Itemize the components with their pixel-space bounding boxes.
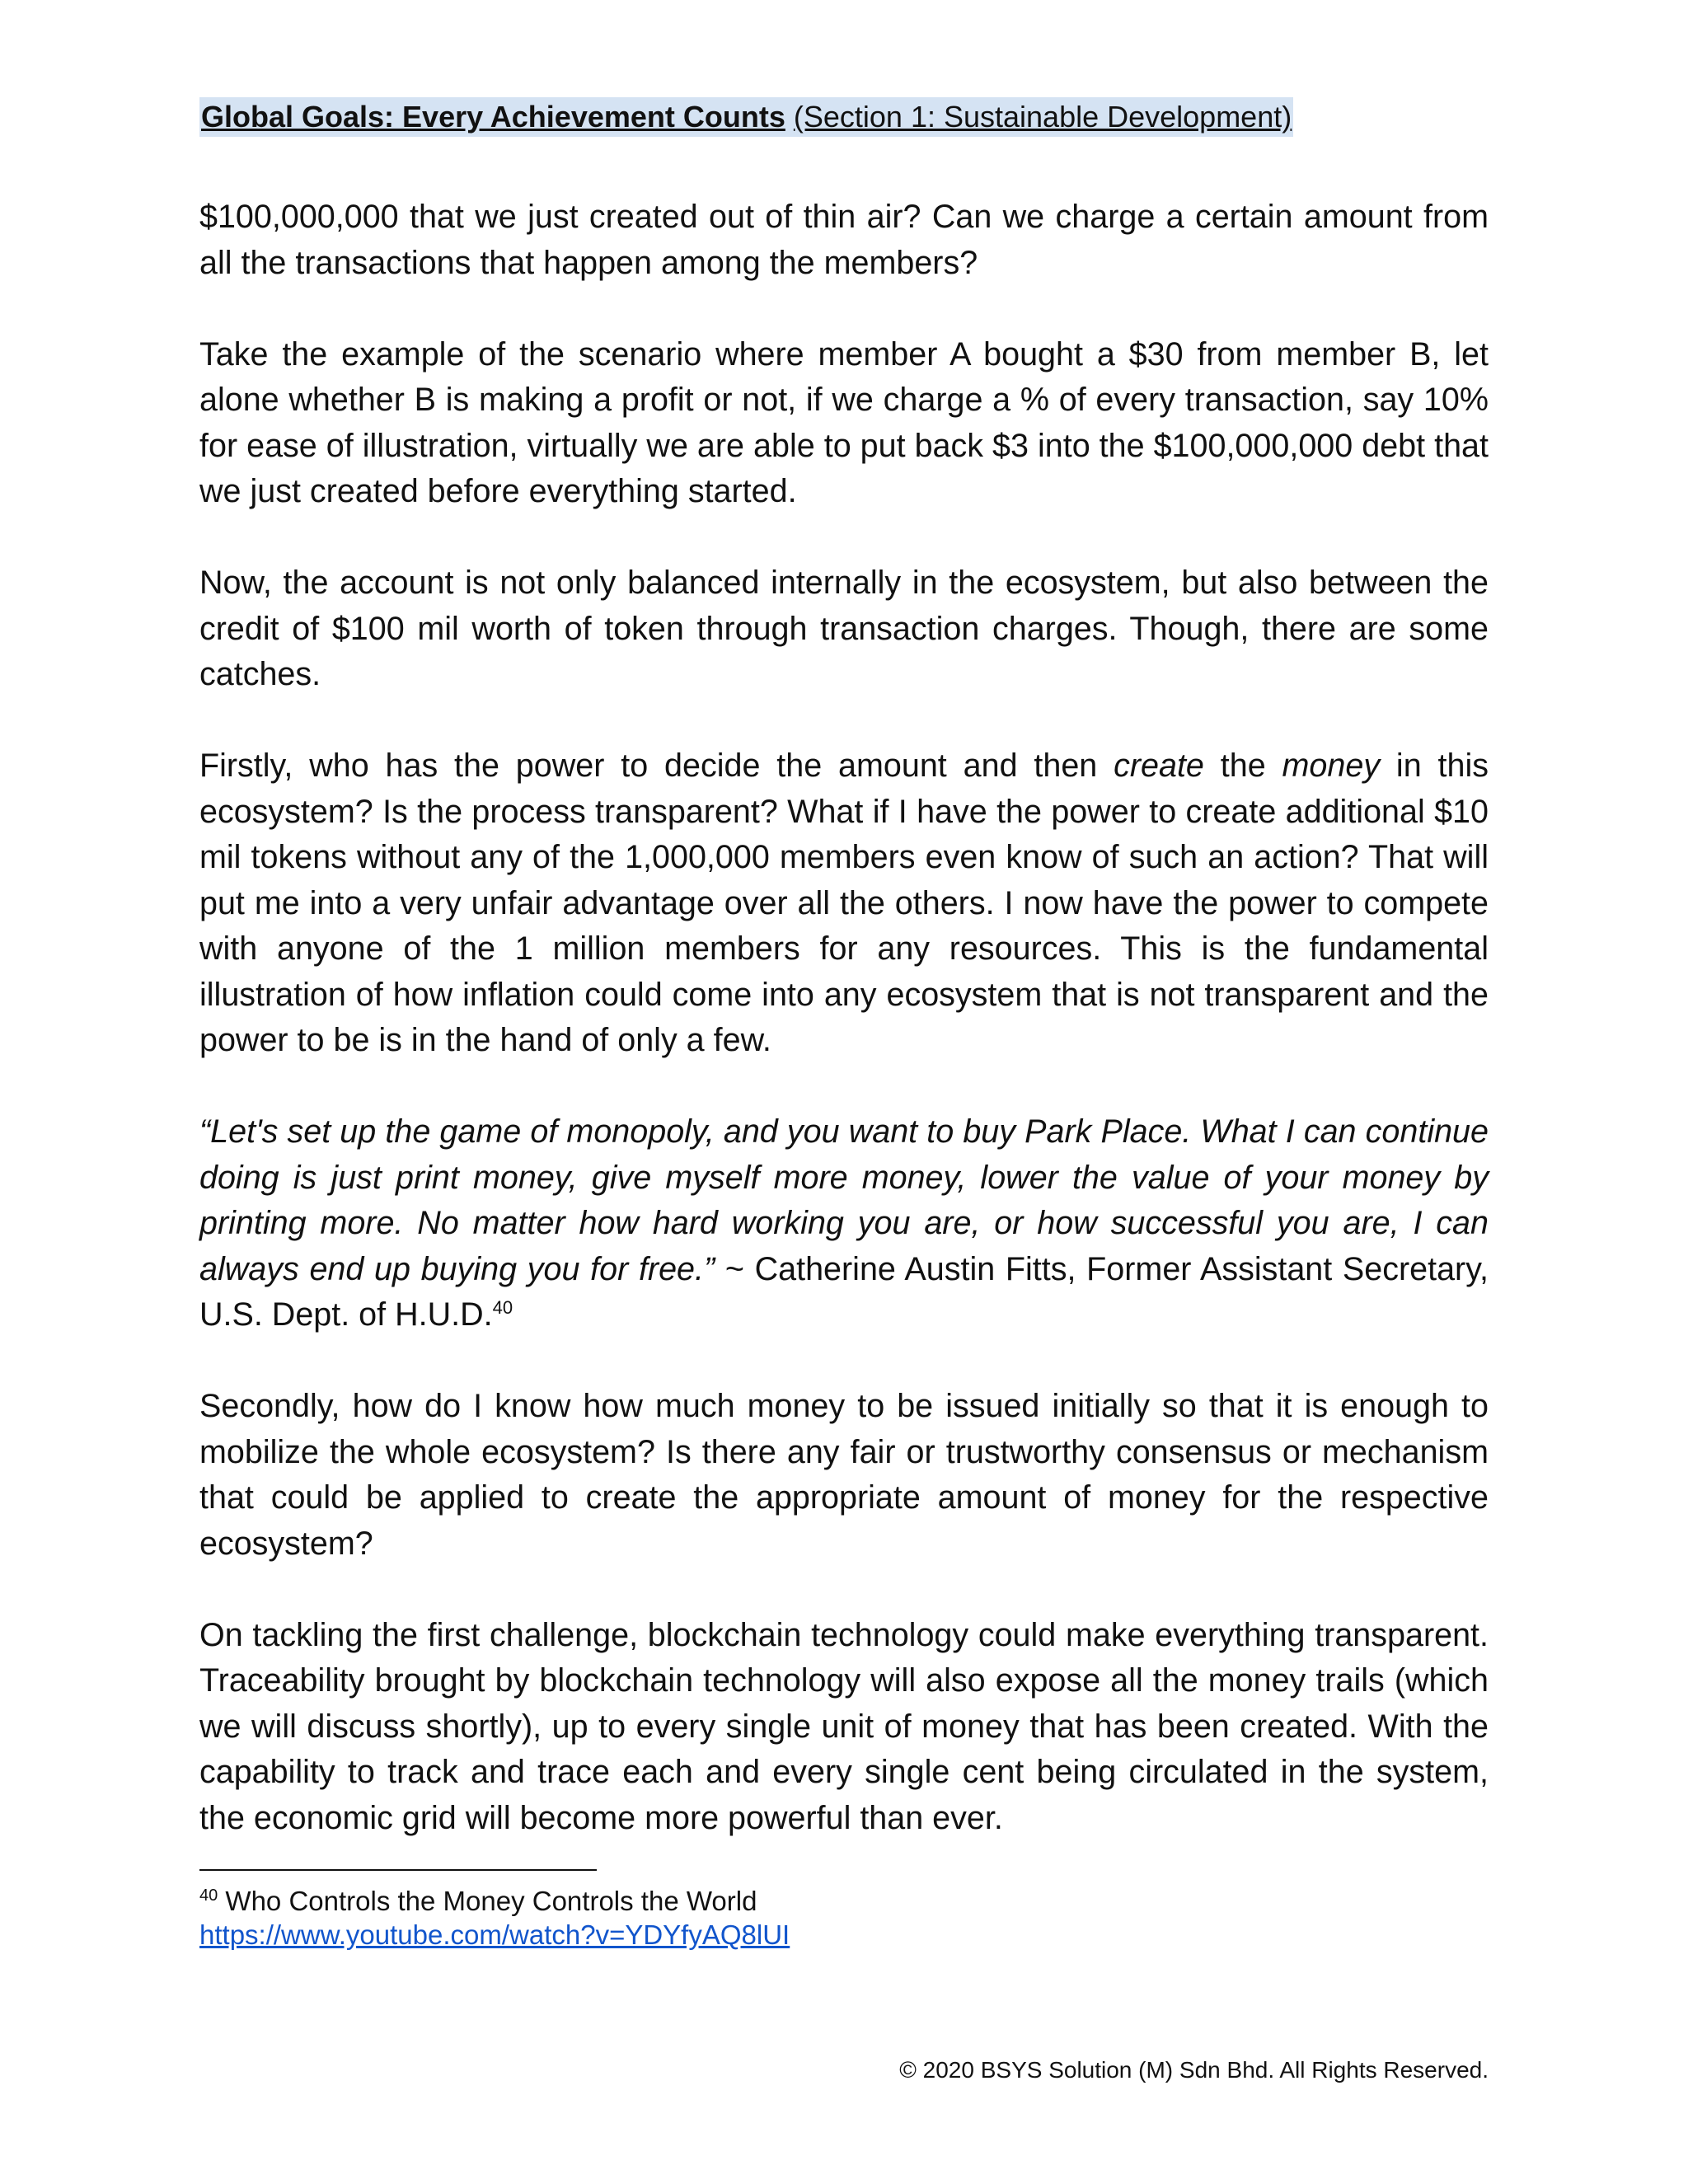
quote-text: “Let's set up the game of monopoly, and you want to buy Park Place. What I can continue doing is just print money, give myself more money, lower the value of your money by printing more. No matter how hard working you are, or how successful you are, I can always end up buying you for free.” bbox=[199, 1113, 1489, 1287]
text-run: in this ecosystem? Is the process transparent? What if I have the power to create additional $10 mil tokens without any of the 1,000,000 members even know of such an action? That will put me into a very unfair advantage over all the others. I now have the power to compete with anyone of the 1 million members for any resources. This is the fundamental illustration of how inflation could come into any ecosystem that is not transparent and the power to be is in the hand of only a few. bbox=[199, 748, 1489, 1058]
footnote-link[interactable]: https://www.youtube.com/watch?v=YDYfyAQ8lUI bbox=[199, 1919, 790, 1950]
paragraph: On tackling the first challenge, blockchain technology could make everything transparent. Traceability brought by blockchain technology will also expose all the money trails (which we will discuss shortly), up to every single unit of money that has been created. With the capability to track and trace each and every single cent being circulated in the system, the economic grid will become more powerful than ever. bbox=[199, 1616, 1489, 1836]
footnote bbox=[199, 1884, 790, 1952]
footnote-link-line bbox=[199, 1918, 790, 1952]
paragraph: $100,000,000 that we just created out of thin air? Can we charge a certain amount from all the transactions that happen among the members? bbox=[199, 199, 1489, 281]
paragraph: Now, the account is not only balanced internally in the ecosystem, but also between the credit of $100 mil worth of token through transaction charges. Though, there are some catches. bbox=[199, 565, 1489, 692]
text-run: the bbox=[1203, 748, 1282, 784]
emphasis-create: create bbox=[1114, 748, 1204, 784]
text-run: Firstly, who has the power to decide the amount and then bbox=[199, 748, 1114, 784]
emphasis-money: money bbox=[1282, 748, 1381, 784]
quote-paragraph bbox=[199, 1109, 1489, 1338]
footnote-text: Who Controls the Money Controls the World bbox=[218, 1886, 757, 1916]
paragraph bbox=[199, 743, 1489, 1064]
paragraph: Take the example of the scenario where member A bought a $30 from member B, let alone whether B is making a profit or not, if we charge a % of every transaction, say 10% for ease of illustration, virtually we are able to put back $3 into the $100,000,000 debt that we just created before everything started. bbox=[199, 335, 1489, 509]
footnote-reference[interactable]: 40 bbox=[492, 1296, 513, 1318]
quote-attribution: ~ Catherine Austin Fitts, Former Assistant Secretary, U.S. Dept. of H.U.D. bbox=[199, 1250, 1489, 1333]
footnote-number: 40 bbox=[199, 1886, 218, 1905]
copyright-footer: © 2020 BSYS Solution (M) Sdn Bhd. All Rights Reserved. bbox=[899, 2057, 1489, 2083]
header-title: Global Goals: Every Achievement Counts bbox=[201, 100, 785, 134]
header-section: (Section 1: Sustainable Development) bbox=[793, 100, 1292, 134]
footnote-text-line bbox=[199, 1884, 790, 1918]
paragraph: Secondly, how do I know how much money to be issued initially so that it is enough to mobilize the whole ecosystem? Is there any fair or trustworthy consensus or mechanism that could be applied to create the appropriate amount of money for the respective ecosystem? bbox=[199, 1388, 1489, 1562]
page-header bbox=[199, 97, 1293, 137]
body-text bbox=[199, 194, 1489, 1841]
footnote-divider bbox=[199, 1869, 597, 1871]
